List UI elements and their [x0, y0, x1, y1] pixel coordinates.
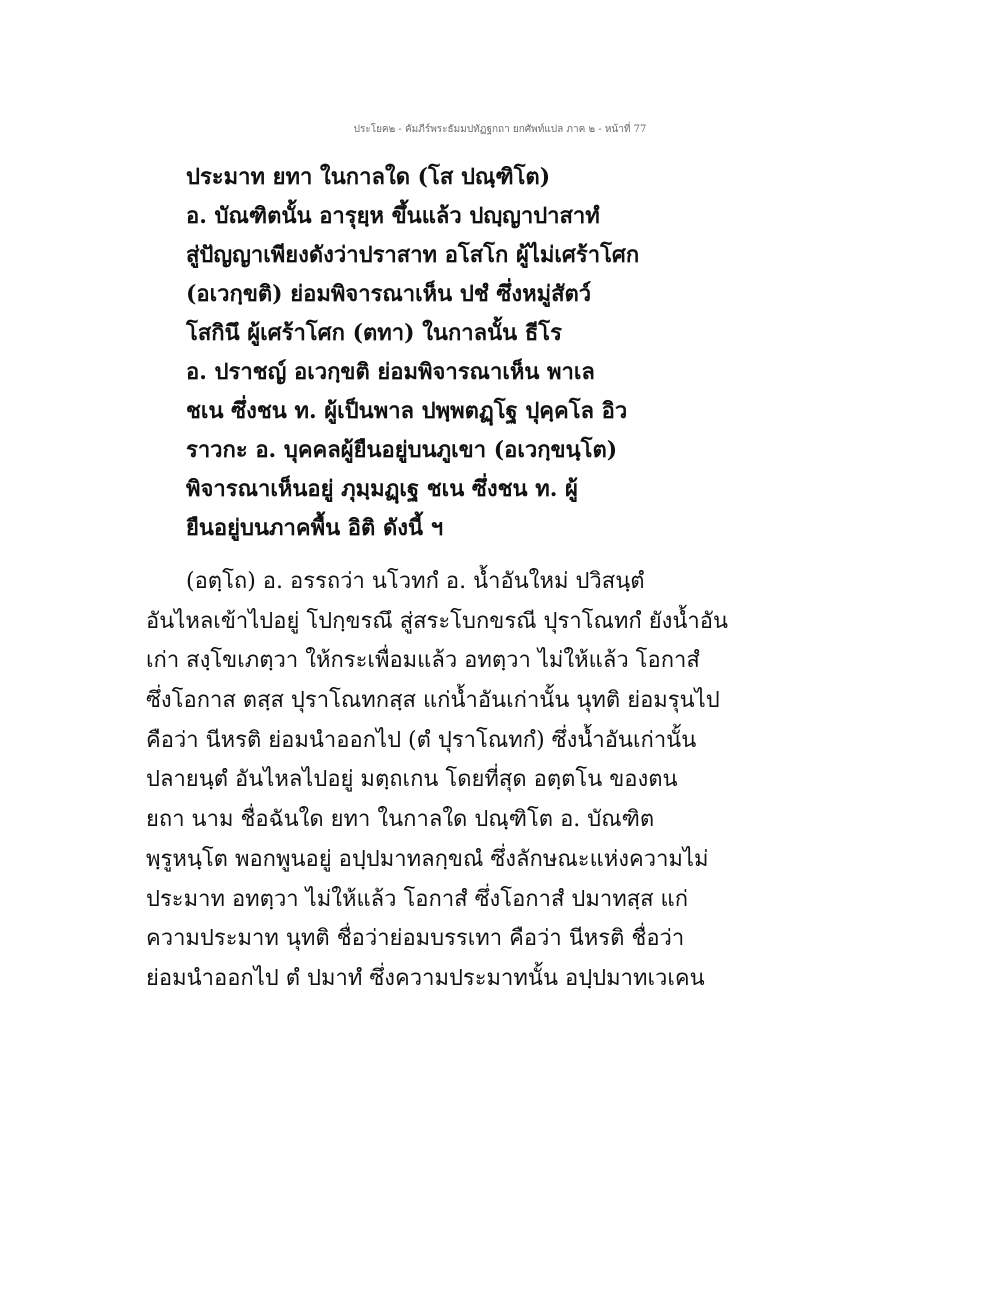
commentary-paragraph [146, 562, 906, 999]
verse-line: ประมาท ยทา ในกาลใด (โส ปณฺฑิโต) [186, 164, 551, 190]
paragraph-line: ย่อมนำออกไป ตํ ปมาทํ ซึ่งความประมาทนั้น อปฺปมาทเวเคน [146, 965, 705, 991]
verse-line: ยืนอยู่บนภาคพื้น อิติ ดังนี้ ฯ [186, 515, 444, 541]
paragraph-line: ยถา นาม ชื่อฉันใด ยทา ในกาลใด ปณฺฑิโต อ. บัณฑิต [146, 807, 655, 833]
page-header-text: ประโยค๒ - คัมภีร์พระธัมมปทัฏฐกถา ยกศัพท์แปล ภาค ๒ - หน้าที่ 77 [353, 124, 647, 135]
verse-line: (อเวกฺขติ) ย่อมพิจารณาเห็น ปชํ ซึ่งหมู่สัตว์ [186, 281, 592, 307]
verse-translation-block [186, 158, 906, 548]
paragraph-line: (อตฺโถ) อ. อรรถว่า นโวทกํ อ. น้ำอันใหม่ ปวิสนฺตํ [186, 569, 645, 594]
verse-line: อ. ปราชญ์ อเวกฺขติ ย่อมพิจารณาเห็น พาเล [186, 359, 595, 385]
paragraph-line: เก่า สงฺโขเภตฺวา ให้กระเพื่อมแล้ว อทตฺวา ไม่ให้แล้ว โอกาสํ [146, 648, 700, 674]
paragraph-line: ซึ่งโอกาส ตสฺส ปุราโณทกสฺส แก่น้ำอันเก่านั้น นุทติ ย่อมรุนไป [146, 688, 720, 714]
verse-line: โสกินึ ผู้เศร้าโศก (ตทา) ในกาลนั้น ธีโร [186, 320, 562, 346]
paragraph-line: ประมาท อทตฺวา ไม่ให้แล้ว โอกาสํ ซึ่งโอกาสํ ปมาทสฺส แก่ [146, 886, 689, 912]
verse-line: ราวกะ อ. บุคคลผู้ยืนอยู่บนภูเขา (อเวกฺขนฺโต) [186, 437, 618, 463]
paragraph-line: พฺรูหนฺโต พอกพูนอยู่ อปฺปมาทลกฺขณํ ซึ่งลักษณะแห่งความไม่ [146, 846, 709, 872]
paragraph-line: คือว่า นีหรติ ย่อมนำออกไป (ตํ ปุราโณทกํ) ซึ่งน้ำอันเก่านั้น [146, 727, 697, 753]
verse-line: ชเน ซึ่งชน ท. ผู้เป็นพาล ปพฺพตฏฺโฐ ปุคฺคโล อิว [186, 398, 628, 424]
page-header [0, 122, 1000, 137]
verse-line: พิจารณาเห็นอยู่ ภุมฺมฏฺเฐ ชเน ซึ่งชน ท. ผู้ [186, 476, 578, 502]
paragraph-line: ความประมาท นุทติ ชื่อว่าย่อมบรรเทา คือว่า นีหรติ ชื่อว่า [146, 926, 685, 952]
paragraph-line: ปลายนฺตํ อันไหลไปอยู่ มตฺถเกน โดยที่สุด อตฺตโน ของตน [146, 767, 678, 793]
paragraph-line: อันไหลเข้าไปอยู่ โปกฺขรณึ สู่สระโบกขรณี ปุราโณทกํ ยังน้ำอัน [146, 608, 729, 634]
verse-line: อ. บัณฑิตนั้น อารุยฺห ขึ้นแล้ว ปญฺญาปาสาทํ [186, 203, 600, 229]
verse-line: สู่ปัญญาเพียงดังว่าปราสาท อโสโก ผู้ไม่เศร้าโศก [186, 242, 640, 268]
